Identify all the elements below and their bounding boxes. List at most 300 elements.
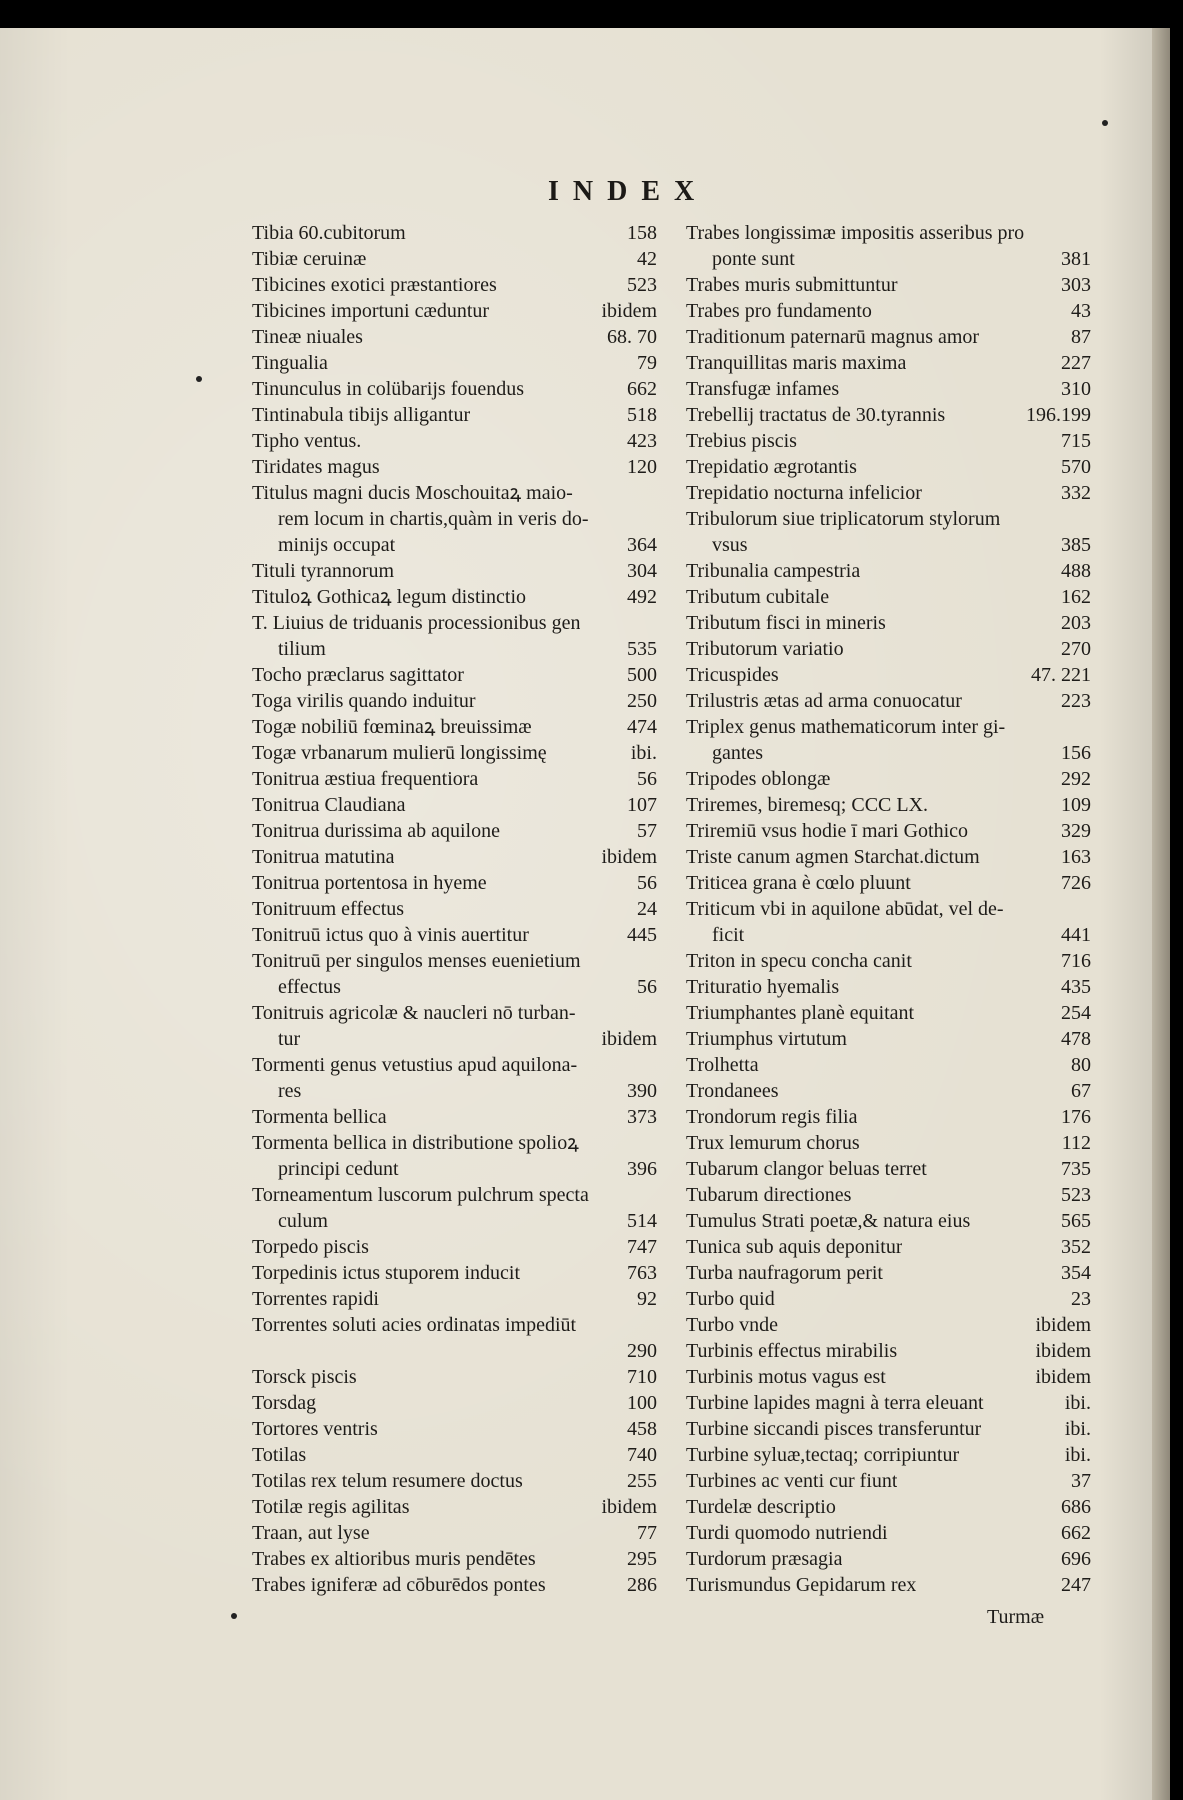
entry-page: ibidem: [1035, 1314, 1091, 1336]
index-entry: [686, 792, 1091, 818]
index-entry: [686, 1416, 1091, 1442]
entry-page: 518: [627, 404, 657, 426]
ink-spot: [196, 376, 202, 382]
entry-page: 37: [1071, 1470, 1091, 1492]
entry-term: Torrentes soluti acies ordinatas impediūt: [252, 1314, 577, 1336]
index-entry: [252, 480, 657, 506]
index-entry: [686, 532, 1091, 558]
index-entry: [252, 714, 657, 740]
entry-term: Torsck piscis: [252, 1366, 357, 1388]
entry-term: Tubarum directiones: [686, 1184, 852, 1206]
entry-term: vsus: [712, 534, 748, 556]
index-entry: [686, 1208, 1091, 1234]
entry-page: 435: [1061, 976, 1091, 998]
entry-term: Turba naufragorum perit: [686, 1262, 883, 1284]
index-entry: [686, 1026, 1091, 1052]
index-entry: [252, 1260, 657, 1286]
index-entry: [252, 766, 657, 792]
entry-term: Turdi quomodo nutriendi: [686, 1522, 888, 1544]
entry-term: Trabes igniferæ ad cōburēdos pontes: [252, 1574, 546, 1596]
index-entry: [686, 714, 1091, 740]
entry-term: Tonitruū per singulos menses euenietium: [252, 950, 581, 972]
entry-term: Turbine siccandi pisces transferuntur: [686, 1418, 982, 1440]
entry-page: 354: [1061, 1262, 1091, 1284]
entry-page: 56: [637, 768, 657, 790]
entry-term: Tingualia: [252, 352, 328, 374]
index-entry: [252, 1416, 657, 1442]
entry-term: Trepidatio ægrotantis: [686, 456, 857, 478]
index-entry: [686, 376, 1091, 402]
index-entry: [252, 610, 657, 636]
entry-page: ibi.: [1064, 1392, 1091, 1414]
entry-term: Tormenta bellica: [252, 1106, 387, 1128]
entry-term: rem locum in chartis,quàm in veris do-: [278, 508, 589, 530]
entry-page: 716: [1061, 950, 1091, 972]
index-entry: [686, 350, 1091, 376]
index-entry: [252, 1182, 657, 1208]
entry-term: Trabes longissimæ impositis asseribus pro: [686, 222, 1025, 244]
entry-term: Tribunalia campestria: [686, 560, 861, 582]
entry-term: Trabes pro fundamento: [686, 300, 872, 322]
index-entry: [252, 1286, 657, 1312]
index-entry: [252, 246, 657, 272]
index-entry: [686, 1442, 1091, 1468]
entry-term: Tunica sub aquis deponitur: [686, 1236, 903, 1258]
entry-page: 109: [1061, 794, 1091, 816]
index-entry: [686, 1572, 1091, 1598]
entry-term: Triplex genus mathematicorum inter gi-: [686, 716, 1006, 738]
entry-page: 87: [1071, 326, 1091, 348]
entry-term: Triumphus virtutum: [686, 1028, 847, 1050]
index-entry: [252, 532, 657, 558]
entry-page: 474: [627, 716, 657, 738]
entry-page: 726: [1061, 872, 1091, 894]
entry-page: 535: [627, 638, 657, 660]
index-entry: [686, 584, 1091, 610]
entry-term: Triton in specu concha canit: [686, 950, 912, 972]
entry-page: 196.199: [1026, 404, 1091, 426]
entry-page: 255: [627, 1470, 657, 1492]
entry-term: Tinunculus in colübarijs fouendus: [252, 378, 525, 400]
entry-term: Trux lemurum chorus: [686, 1132, 860, 1154]
index-entry: [252, 402, 657, 428]
entry-term: Tribulorum siue triplicatorum stylorum: [686, 508, 1001, 530]
index-entry: [252, 1156, 657, 1182]
entry-term: Traditionum paternarū magnus amor: [686, 326, 980, 348]
entry-term: Turismundus Gepidarum rex: [686, 1574, 917, 1596]
index-entry: [252, 1572, 657, 1598]
entry-page: 80: [1071, 1054, 1091, 1076]
entry-page: 423: [627, 430, 657, 452]
entry-page: ibidem: [1035, 1340, 1091, 1362]
entry-page: 247: [1061, 1574, 1091, 1596]
entry-term: Turdorum præsagia: [686, 1548, 843, 1570]
entry-page: 295: [627, 1548, 657, 1570]
entry-term: T. Liuius de triduanis processionibus gen: [252, 612, 581, 634]
index-entry: [686, 1234, 1091, 1260]
entry-term: Torneamentum luscorum pulchrum specta: [252, 1184, 589, 1206]
entry-page: 286: [627, 1574, 657, 1596]
index-entry: [686, 1078, 1091, 1104]
entry-page: 740: [627, 1444, 657, 1466]
index-entry: [252, 844, 657, 870]
entry-term: effectus: [278, 976, 341, 998]
entry-term: Trabes ex altioribus muris pendētes: [252, 1548, 536, 1570]
index-entry: [252, 1468, 657, 1494]
index-entry: [686, 480, 1091, 506]
index-entry: [686, 506, 1091, 532]
index-entry: [252, 662, 657, 688]
entry-term: Tributorum variatio: [686, 638, 844, 660]
entry-page: 303: [1061, 274, 1091, 296]
index-entry: [252, 1130, 657, 1156]
entry-term: Tibia 60.cubitorum: [252, 222, 406, 244]
index-entry: [252, 1208, 657, 1234]
entry-term: principi cedunt: [278, 1158, 399, 1180]
entry-term: res: [278, 1080, 302, 1102]
entry-page: 381: [1061, 248, 1091, 270]
entry-term: Trondorum regis filia: [686, 1106, 858, 1128]
entry-term: Tranquillitas maris maxima: [686, 352, 907, 374]
index-entry: [686, 636, 1091, 662]
entry-page: 352: [1061, 1236, 1091, 1258]
index-entry: [252, 558, 657, 584]
entry-term: Tonitruum effectus: [252, 898, 405, 920]
entry-term: Toga virilis quando induitur: [252, 690, 476, 712]
index-entry: [686, 1052, 1091, 1078]
entry-page: 763: [627, 1262, 657, 1284]
entry-term: Tormenta bellica in distributione spolioꝝ: [252, 1132, 579, 1154]
entry-page: 57: [637, 820, 657, 842]
entry-term: Tonitrua portentosa in hyeme: [252, 872, 487, 894]
index-entry: [252, 974, 657, 1000]
index-entry: [252, 870, 657, 896]
entry-term: Tripodes oblongæ: [686, 768, 831, 790]
index-entry: [252, 636, 657, 662]
entry-term: Torpedo piscis: [252, 1236, 369, 1258]
entry-term: Triticum vbi in aquilone abūdat, vel de-: [686, 898, 1004, 920]
entry-term: Traan, aut lyse: [252, 1522, 370, 1544]
entry-page: 565: [1061, 1210, 1091, 1232]
entry-term: Trepidatio nocturna infelicior: [686, 482, 922, 504]
entry-page: ibidem: [601, 1028, 657, 1050]
entry-term: Tonitrua durissima ab aquilone: [252, 820, 500, 842]
index-entry: [252, 688, 657, 714]
index-entry: [686, 1156, 1091, 1182]
index-entry: [686, 974, 1091, 1000]
entry-page: 56: [637, 872, 657, 894]
entry-page: ibidem: [601, 300, 657, 322]
index-entry: [252, 324, 657, 350]
index-entry: [686, 740, 1091, 766]
entry-page: 488: [1061, 560, 1091, 582]
entry-page: 47. 221: [1031, 664, 1091, 686]
entry-page: 523: [1061, 1184, 1091, 1206]
index-entry: [686, 454, 1091, 480]
entry-page: 396: [627, 1158, 657, 1180]
page-header: INDEX: [548, 176, 709, 207]
index-entry: [252, 818, 657, 844]
index-entry: [686, 1390, 1091, 1416]
index-entry: [252, 376, 657, 402]
entry-term: minijs occupat: [278, 534, 396, 556]
index-entry: [686, 1182, 1091, 1208]
entry-term: Turbines ac venti cur fiunt: [686, 1470, 898, 1492]
entry-term: Trituratio hyemalis: [686, 976, 840, 998]
index-entry: [686, 1364, 1091, 1390]
entry-page: 42: [637, 248, 657, 270]
entry-page: 176: [1061, 1106, 1091, 1128]
index-entry: [252, 1104, 657, 1130]
entry-term: Tributum cubitale: [686, 586, 830, 608]
index-entry: [686, 246, 1091, 272]
index-entry: [686, 1494, 1091, 1520]
entry-page: 329: [1061, 820, 1091, 842]
entry-term: Tibicines exotici præstantiores: [252, 274, 497, 296]
entry-term: Togæ nobiliū fœminaꝝ breuissimæ: [252, 716, 532, 738]
entry-page: 715: [1061, 430, 1091, 452]
entry-term: Tonitruis agricolæ & naucleri nō turban-: [252, 1002, 576, 1024]
entry-page: 270: [1061, 638, 1091, 660]
entry-term: Trebellij tractatus de 30.tyrannis: [686, 404, 946, 426]
entry-term: Turbinis effectus mirabilis: [686, 1340, 898, 1362]
entry-term: Triticea grana è cœlo pluunt: [686, 872, 911, 894]
entry-page: 23: [1071, 1288, 1091, 1310]
index-entry: [686, 688, 1091, 714]
entry-term: Tormenti genus vetustius apud aquilona-: [252, 1054, 578, 1076]
entry-term: Totilas rex telum resumere doctus: [252, 1470, 523, 1492]
index-entry: [252, 428, 657, 454]
entry-term: Torrentes rapidi: [252, 1288, 379, 1310]
entry-page: 662: [627, 378, 657, 400]
entry-page: 696: [1061, 1548, 1091, 1570]
entry-page: 735: [1061, 1158, 1091, 1180]
index-entry: [686, 1260, 1091, 1286]
entry-term: Triremes, biremesq; CCC LX.: [686, 794, 929, 816]
entry-term: Tibicines importuni cæduntur: [252, 300, 490, 322]
entry-page: 92: [637, 1288, 657, 1310]
book-page: [0, 28, 1170, 1800]
index-entry: [252, 272, 657, 298]
entry-page: 163: [1061, 846, 1091, 868]
entry-page: 441: [1061, 924, 1091, 946]
index-entry: [686, 1520, 1091, 1546]
entry-page: 710: [627, 1366, 657, 1388]
entry-term: Triremiū vsus hodie ī mari Gothico: [686, 820, 969, 842]
entry-page: 332: [1061, 482, 1091, 504]
entry-page: 24: [637, 898, 657, 920]
entry-page: 158: [627, 222, 657, 244]
entry-term: ficit: [712, 924, 745, 946]
entry-page: 100: [627, 1392, 657, 1414]
index-entry: [252, 1234, 657, 1260]
ink-spot: [1102, 120, 1108, 126]
ink-spot: [231, 1613, 237, 1619]
index-entry: [686, 1286, 1091, 1312]
index-entry: [252, 506, 657, 532]
entry-page: 662: [1061, 1522, 1091, 1544]
index-entry: [686, 324, 1091, 350]
index-entry: [252, 896, 657, 922]
entry-term: Turbine syluæ,tectaq; corripiuntur: [686, 1444, 960, 1466]
index-entry: [686, 220, 1091, 246]
entry-term: Tituli tyrannorum: [252, 560, 395, 582]
entry-page: 373: [627, 1106, 657, 1128]
entry-term: Tituloꝝ Gothicaꝝ legum distinctio: [252, 586, 527, 608]
entry-page: 120: [627, 456, 657, 478]
entry-term: Trondanees: [686, 1080, 779, 1102]
entry-term: Transfugæ infames: [686, 378, 840, 400]
entry-page: 67: [1071, 1080, 1091, 1102]
entry-page: 385: [1061, 534, 1091, 556]
index-entry: [686, 844, 1091, 870]
entry-term: Tubarum clangor beluas terret: [686, 1158, 927, 1180]
entry-term: Titulus magni ducis Moschouitaꝝ maio-: [252, 482, 573, 504]
entry-page: ibi.: [1064, 1444, 1091, 1466]
entry-term: Turbo vnde: [686, 1314, 779, 1336]
entry-page: 227: [1061, 352, 1091, 374]
index-entry: [252, 298, 657, 324]
entry-page: 223: [1061, 690, 1091, 712]
index-entry: [252, 1494, 657, 1520]
entry-term: Tonitrua æstiua frequentiora: [252, 768, 479, 790]
index-entry: [252, 948, 657, 974]
entry-term: Totilæ regis agilitas: [252, 1496, 410, 1518]
index-entry: [252, 350, 657, 376]
page-edge: [1152, 28, 1170, 1800]
index-entry: [252, 1000, 657, 1026]
index-entry: [252, 922, 657, 948]
entry-term: Tonitrua Claudiana: [252, 794, 406, 816]
index-entry: [686, 1468, 1091, 1494]
entry-page: 514: [627, 1210, 657, 1232]
index-entry: [686, 896, 1091, 922]
entry-page: 364: [627, 534, 657, 556]
entry-page: 203: [1061, 612, 1091, 634]
index-entry: [686, 818, 1091, 844]
entry-page: 79: [637, 352, 657, 374]
entry-page: 445: [627, 924, 657, 946]
index-entry: [252, 1546, 657, 1572]
entry-term: Tortores ventris: [252, 1418, 378, 1440]
entry-term: gantes: [712, 742, 764, 764]
entry-term: Turdelæ descriptio: [686, 1496, 836, 1518]
entry-page: 390: [627, 1080, 657, 1102]
index-entry: [686, 766, 1091, 792]
entry-page: 310: [1061, 378, 1091, 400]
entry-term: Tricuspides: [686, 664, 779, 686]
entry-term: Turbo quid: [686, 1288, 775, 1310]
entry-term: ponte sunt: [712, 248, 795, 270]
entry-page: ibidem: [1035, 1366, 1091, 1388]
index-entry: [686, 428, 1091, 454]
entry-term: tur: [278, 1028, 301, 1050]
entry-page: 250: [627, 690, 657, 712]
entry-page: 500: [627, 664, 657, 686]
entry-page: 107: [627, 794, 657, 816]
entry-page: 254: [1061, 1002, 1091, 1024]
index-column-right: [686, 220, 1091, 1598]
entry-page: 68. 70: [607, 326, 657, 348]
entry-term: Trabes muris submittuntur: [686, 274, 898, 296]
entry-page: 112: [1061, 1132, 1091, 1154]
index-entry: [252, 1520, 657, 1546]
index-entry: [686, 662, 1091, 688]
entry-term: Torpedinis ictus stuporem inducit: [252, 1262, 521, 1284]
index-entry: [252, 584, 657, 610]
entry-term: Tonitruū ictus quo à vinis auertitur: [252, 924, 529, 946]
index-entry: [686, 558, 1091, 584]
entry-page: ibi.: [630, 742, 657, 764]
index-entry: [252, 792, 657, 818]
entry-page: 458: [627, 1418, 657, 1440]
index-entry: [252, 1390, 657, 1416]
entry-term: Tintinabula tibijs alligantur: [252, 404, 471, 426]
index-entry: [252, 1338, 657, 1364]
catchword: Turmæ: [987, 1606, 1045, 1628]
index-entry: [252, 454, 657, 480]
index-entry: [686, 402, 1091, 428]
entry-term: Tonitrua matutina: [252, 846, 395, 868]
entry-term: Tibiæ ceruinæ: [252, 248, 367, 270]
entry-term: Turbine lapides magni à terra eleuant: [686, 1392, 984, 1414]
entry-term: culum: [278, 1210, 328, 1232]
index-entry: [686, 272, 1091, 298]
entry-page: 570: [1061, 456, 1091, 478]
entry-page: 292: [1061, 768, 1091, 790]
entry-page: ibidem: [601, 846, 657, 868]
entry-term: Torsdag: [252, 1392, 317, 1414]
index-entry: [686, 1000, 1091, 1026]
index-entry: [252, 1364, 657, 1390]
index-entry: [686, 1338, 1091, 1364]
entry-term: Tipho ventus.: [252, 430, 362, 452]
entry-page: 686: [1061, 1496, 1091, 1518]
entry-page: 290: [627, 1340, 657, 1362]
entry-page: 156: [1061, 742, 1091, 764]
index-entry: [686, 948, 1091, 974]
entry-page: 162: [1061, 586, 1091, 608]
entry-page: 492: [627, 586, 657, 608]
index-entry: [252, 1026, 657, 1052]
entry-page: 478: [1061, 1028, 1091, 1050]
index-entry: [686, 870, 1091, 896]
index-entry: [252, 1312, 657, 1338]
entry-term: Tributum fisci in mineris: [686, 612, 886, 634]
index-entry: [252, 1052, 657, 1078]
entry-page: 523: [627, 274, 657, 296]
entry-term: Triumphantes planè equitant: [686, 1002, 915, 1024]
index-entry: [252, 1078, 657, 1104]
entry-term: Turbinis motus vagus est: [686, 1366, 886, 1388]
index-entry: [686, 298, 1091, 324]
entry-page: 304: [627, 560, 657, 582]
entry-page: 43: [1071, 300, 1091, 322]
index-entry: [686, 1104, 1091, 1130]
entry-term: Trolhetta: [686, 1054, 759, 1076]
index-entry: [686, 922, 1091, 948]
entry-term: Trebius piscis: [686, 430, 797, 452]
index-column-left: [252, 220, 657, 1598]
entry-term: Tumulus Strati poetæ,& natura eius: [686, 1210, 971, 1232]
entry-page: 56: [637, 976, 657, 998]
entry-term: Tiridates magus: [252, 456, 380, 478]
entry-term: Triste canum agmen Starchat.dictum: [686, 846, 980, 868]
entry-page: ibidem: [601, 1496, 657, 1518]
index-entry: [252, 220, 657, 246]
index-entry: [686, 610, 1091, 636]
entry-term: tilium: [278, 638, 326, 660]
